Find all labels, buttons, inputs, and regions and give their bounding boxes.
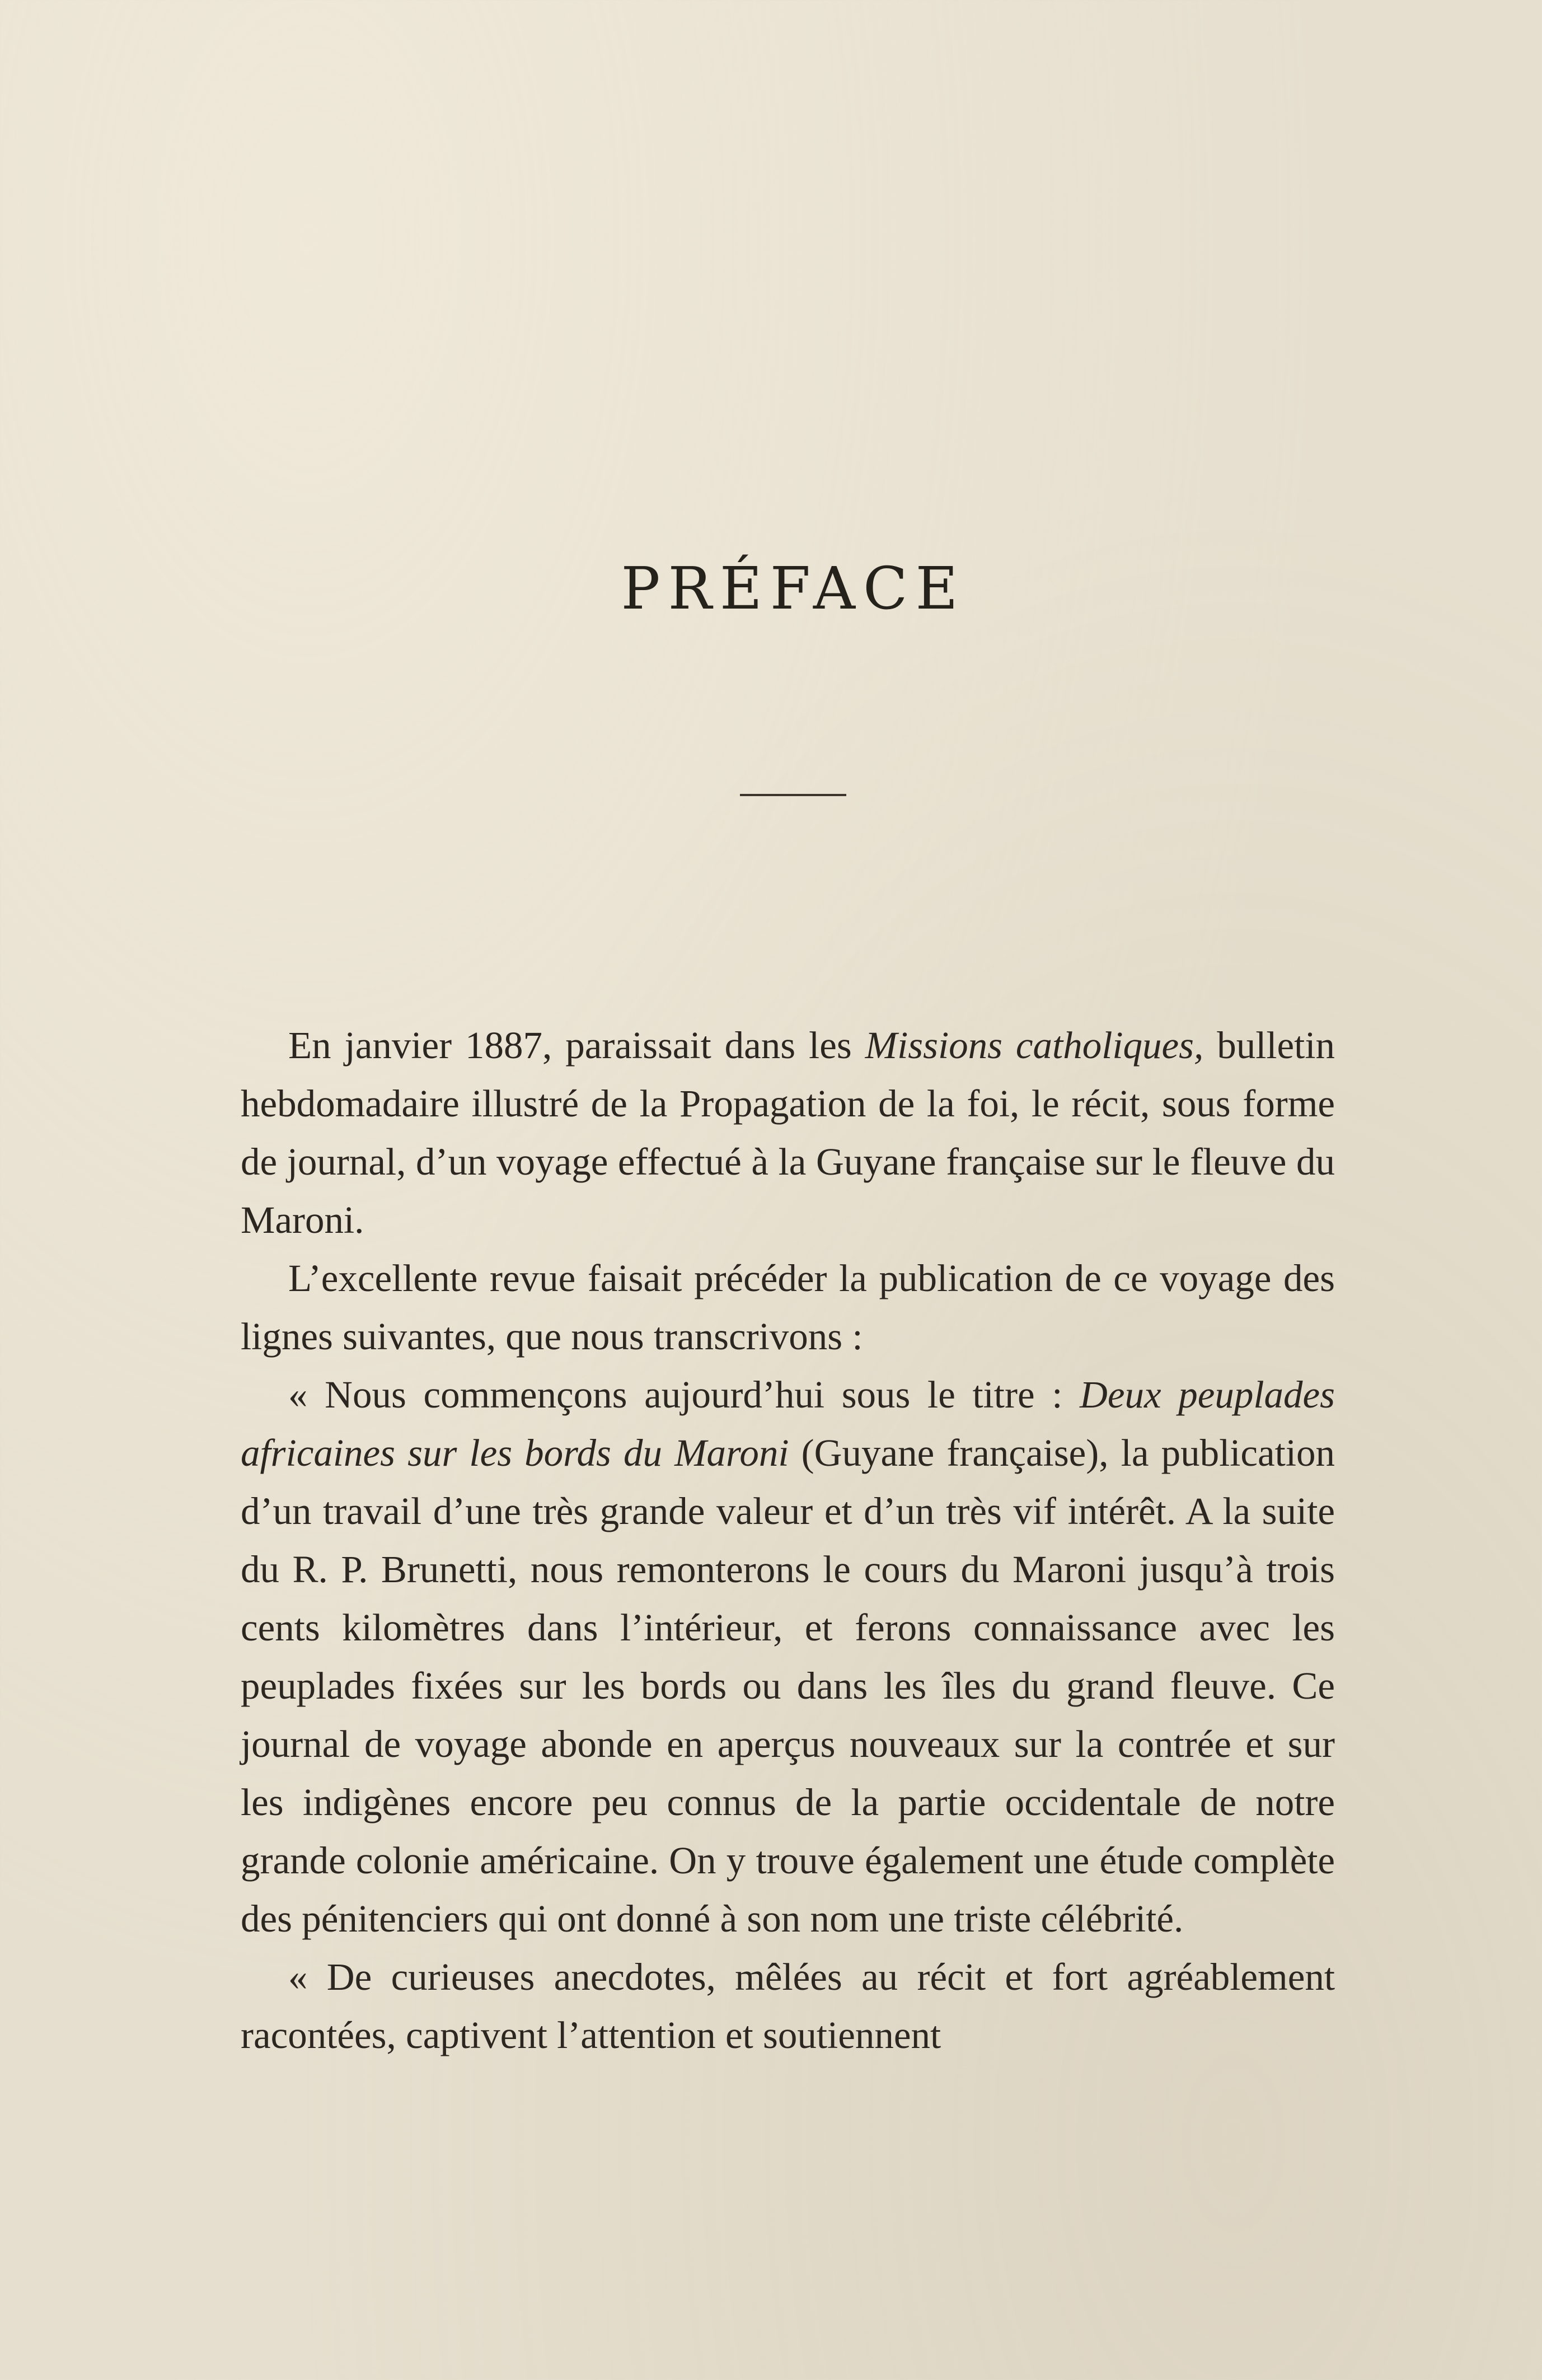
text-span: En janvier 1887, paraissait dans les (288, 1024, 865, 1067)
paragraph-2 (241, 1249, 1335, 1366)
text-span: « Nous commençons aujourd’hui sous le titre : (288, 1373, 1080, 1416)
text-span: « De curieuses anecdotes, mêlées au récit et fort agréablement racontées, captivent l’attention et soutiennent (241, 1956, 1335, 2056)
paragraph-1 (241, 1016, 1335, 1249)
text-span: (Guyane française), la publication d’un travail d’une très grande valeur et d’un très vif intérêt. A la suite du R. P. Brunetti, nous remonterons le cours du Maroni jusqu’à trois cents kilomètres dans l’intérieur, et ferons connaissance avec les peuplades fixées sur les bords ou dans les îles du grand fleuve. Ce journal de voyage abonde en aperçus nouveaux sur la contrée et sur les indigènes encore peu connus de la partie occidentale de notre grande colonie américaine. On y trouve également une étude complète des pénitenciers qui ont donné à son nom une triste célébrité. (241, 1432, 1335, 1940)
text-span: L’excellente revue faisait précéder la publication de ce voyage des lignes suivantes, que nous transcrivons : (241, 1257, 1335, 1358)
preface-body (241, 1016, 1335, 2064)
text-span: bulletin hebdomadaire illustré de la Propagation de la foi, le récit, sous forme de journal, d’un voyage effectué à la Guyane française sur le fleuve du Maroni. (241, 1024, 1335, 1241)
italic-span: Missions catholiques, (865, 1024, 1204, 1067)
title-rule (740, 794, 846, 796)
paragraph-3 (241, 1366, 1335, 1948)
italic-span: Deux peuplades africaines sur les bords du Maroni (241, 1373, 1335, 1474)
page-title: PRÉFACE (621, 554, 966, 623)
paragraph-4 (241, 1948, 1335, 2064)
